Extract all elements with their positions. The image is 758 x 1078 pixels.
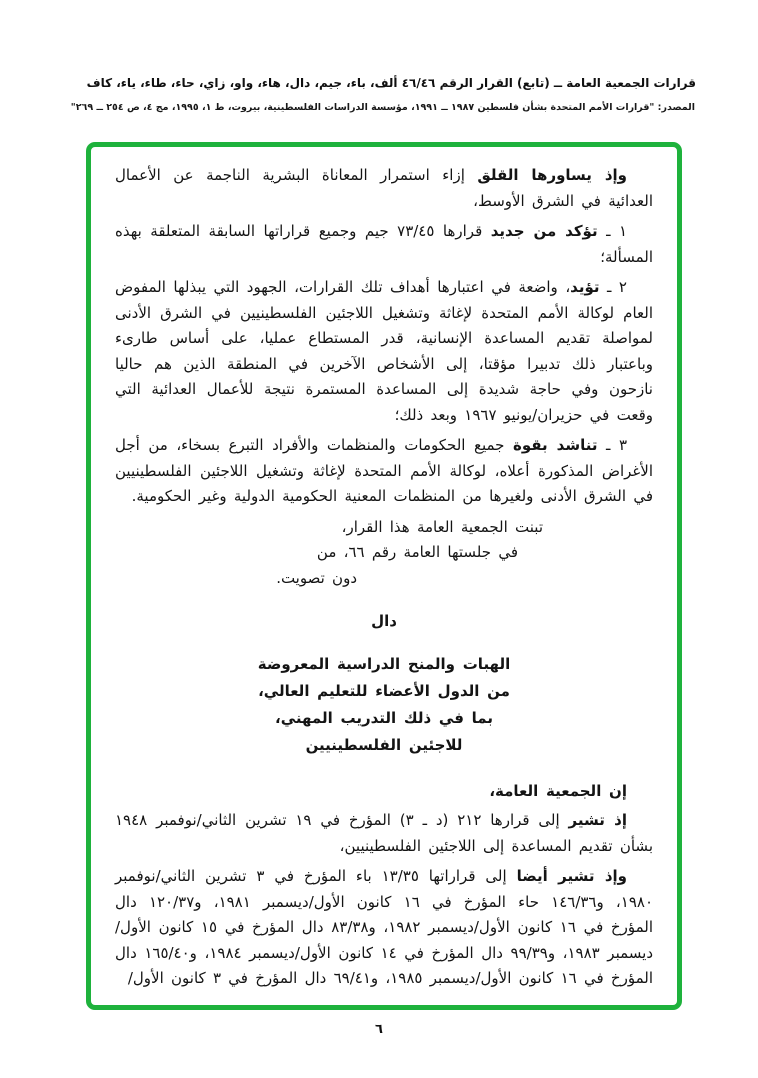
paragraph-text: قرارها ٧٣/٤٥ جيم وجميع قراراتها السابقة المتعلقة بهذه المسألة؛ [115, 222, 653, 266]
resolution-frame [86, 142, 682, 1010]
section-letter: دال [371, 612, 397, 630]
body-paragraph [115, 163, 653, 214]
adoption-line: دون تصويت. [276, 568, 357, 587]
body-paragraph [115, 433, 653, 510]
paragraph-text: ١ ـ [597, 222, 628, 240]
paragraph-lead: تناشد بقوة [512, 436, 598, 454]
title-line: الهبات والمنح الدراسية المعروضة [257, 654, 511, 673]
paragraph-text: إلى قرارها ٢١٢ (د ـ ٣) المؤرخ في ١٩ تشرين الثاني/نوفمبر ١٩٤٨ بشأن تقديم المساعدة إلى اللاجئين الفلسطينيين، [115, 811, 653, 855]
paragraph-lead: وإذ يساورها القلق [477, 166, 628, 184]
adoption-line: في جلستها العامة رقم ٦٦، من [316, 543, 518, 561]
paragraph-lead: تؤكد من جديد [490, 222, 598, 240]
body-paragraph [115, 779, 653, 805]
paragraph-lead: إذ تشير [568, 811, 628, 829]
paragraph-lead: تؤيد [570, 278, 600, 296]
paragraph-text: جميع الحكومات والمنظمات والأفراد التبرع بسخاء، من أجل الأغراض المذكورة أعلاه، لوكالة الأمم المتحدة لإغاثة وتشغيل اللاجئين الفلسطينيين في الشرق الأدنى ولغيرها من المنظمات المعنية الحكومية الدولية وغير الحكومية. [115, 436, 653, 505]
body-paragraph [115, 219, 653, 270]
adoption-note [115, 515, 653, 592]
page-header-title: قرارات الجمعية العامة ــ (تابع) القرار الرقم ٤٦/٤٦ ألف، باء، جيم، دال، هاء، واو، زاي، حاء، طاء، ياء، كاف [86, 76, 696, 90]
adoption-line: تبنت الجمعية العامة هذا القرار، [341, 517, 543, 536]
paragraph-text: ، واضعة في اعتبارها أهداف تلك القرارات، الجهود التي يبذلها المفوض العام لوكالة الأمم المتحدة لإغاثة وتشغيل اللاجئين الفلسطينيين في الشرق الأدنى لمواصلة تقديم المساعدة الإنسانية، قدر المستطاع عمليا، على أساس طارىء وباعتبار ذلك تدبيرا مؤقتا، إلى الأشخاص الآخرين في المنطقة الذين هم حاليا نازحون وفي حاجة شديدة إلى المساعدة المستمرة نتيجة للأعمال العدائية التي وقعت في حزيران/يونيو ١٩٦٧ وبعد ذلك؛ [115, 278, 653, 424]
paragraph-lead: إن الجمعية العامة، [489, 781, 627, 800]
page-header-source: المصدر: "قرارات الأمم المتحدة بشأن فلسطين ١٩٨٧ ــ ١٩٩١، مؤسسة الدراسات الفلسطينية، بيروت، ط ١، ١٩٩٥، مج ٤، ص ٢٥٤ ــ ٢٦٩" [70, 102, 695, 113]
body-paragraph [115, 275, 653, 428]
title-line: للاجئين الفلسطينيين [305, 735, 463, 754]
page-number: ٦ [375, 1022, 383, 1037]
paragraph-text: إلى قراراتها ١٣/٣٥ باء المؤرخ في ٣ تشرين الثاني/نوفمبر ١٩٨٠، و١٤٦/٣٦ حاء المؤرخ في ١٦ كانون الأول/ديسمبر ١٩٨١، و١٢٠/٣٧ دال المؤرخ في ١٦ كانون الأول/ديسمبر ١٩٨٢، و٨٣/٣٨ دال المؤرخ في ١٥ كانون الأول/ديسمبر ١٩٨٣، و٩٩/٣٩ دال المؤرخ في ١٤ كانون الأول/ديسمبر ١٩٨٤، و١٦٥/٤٠ دال المؤرخ في ١٦ كانون الأول/ديسمبر ١٩٨٥، و٦٩/٤١ دال المؤرخ في ٣ كانون الأول/ [115, 867, 654, 987]
resolution-content [115, 163, 653, 992]
paragraph-text: ٢ ـ [599, 278, 627, 296]
paragraph-text: ٣ ـ [597, 436, 627, 454]
body-paragraph [115, 864, 653, 992]
paragraph-lead: وإذ تشير أيضا [516, 867, 627, 885]
body-paragraph [115, 808, 653, 859]
title-line: بما في ذلك التدريب المهني، [275, 708, 493, 727]
title-line: من الدول الأعضاء للتعليم العالي، [258, 681, 510, 700]
resolution-title [115, 651, 653, 759]
paragraph-text: إزاء استمرار المعاناة البشرية الناجمة عن الأعمال العدائية في الشرق الأوسط، [115, 166, 653, 210]
